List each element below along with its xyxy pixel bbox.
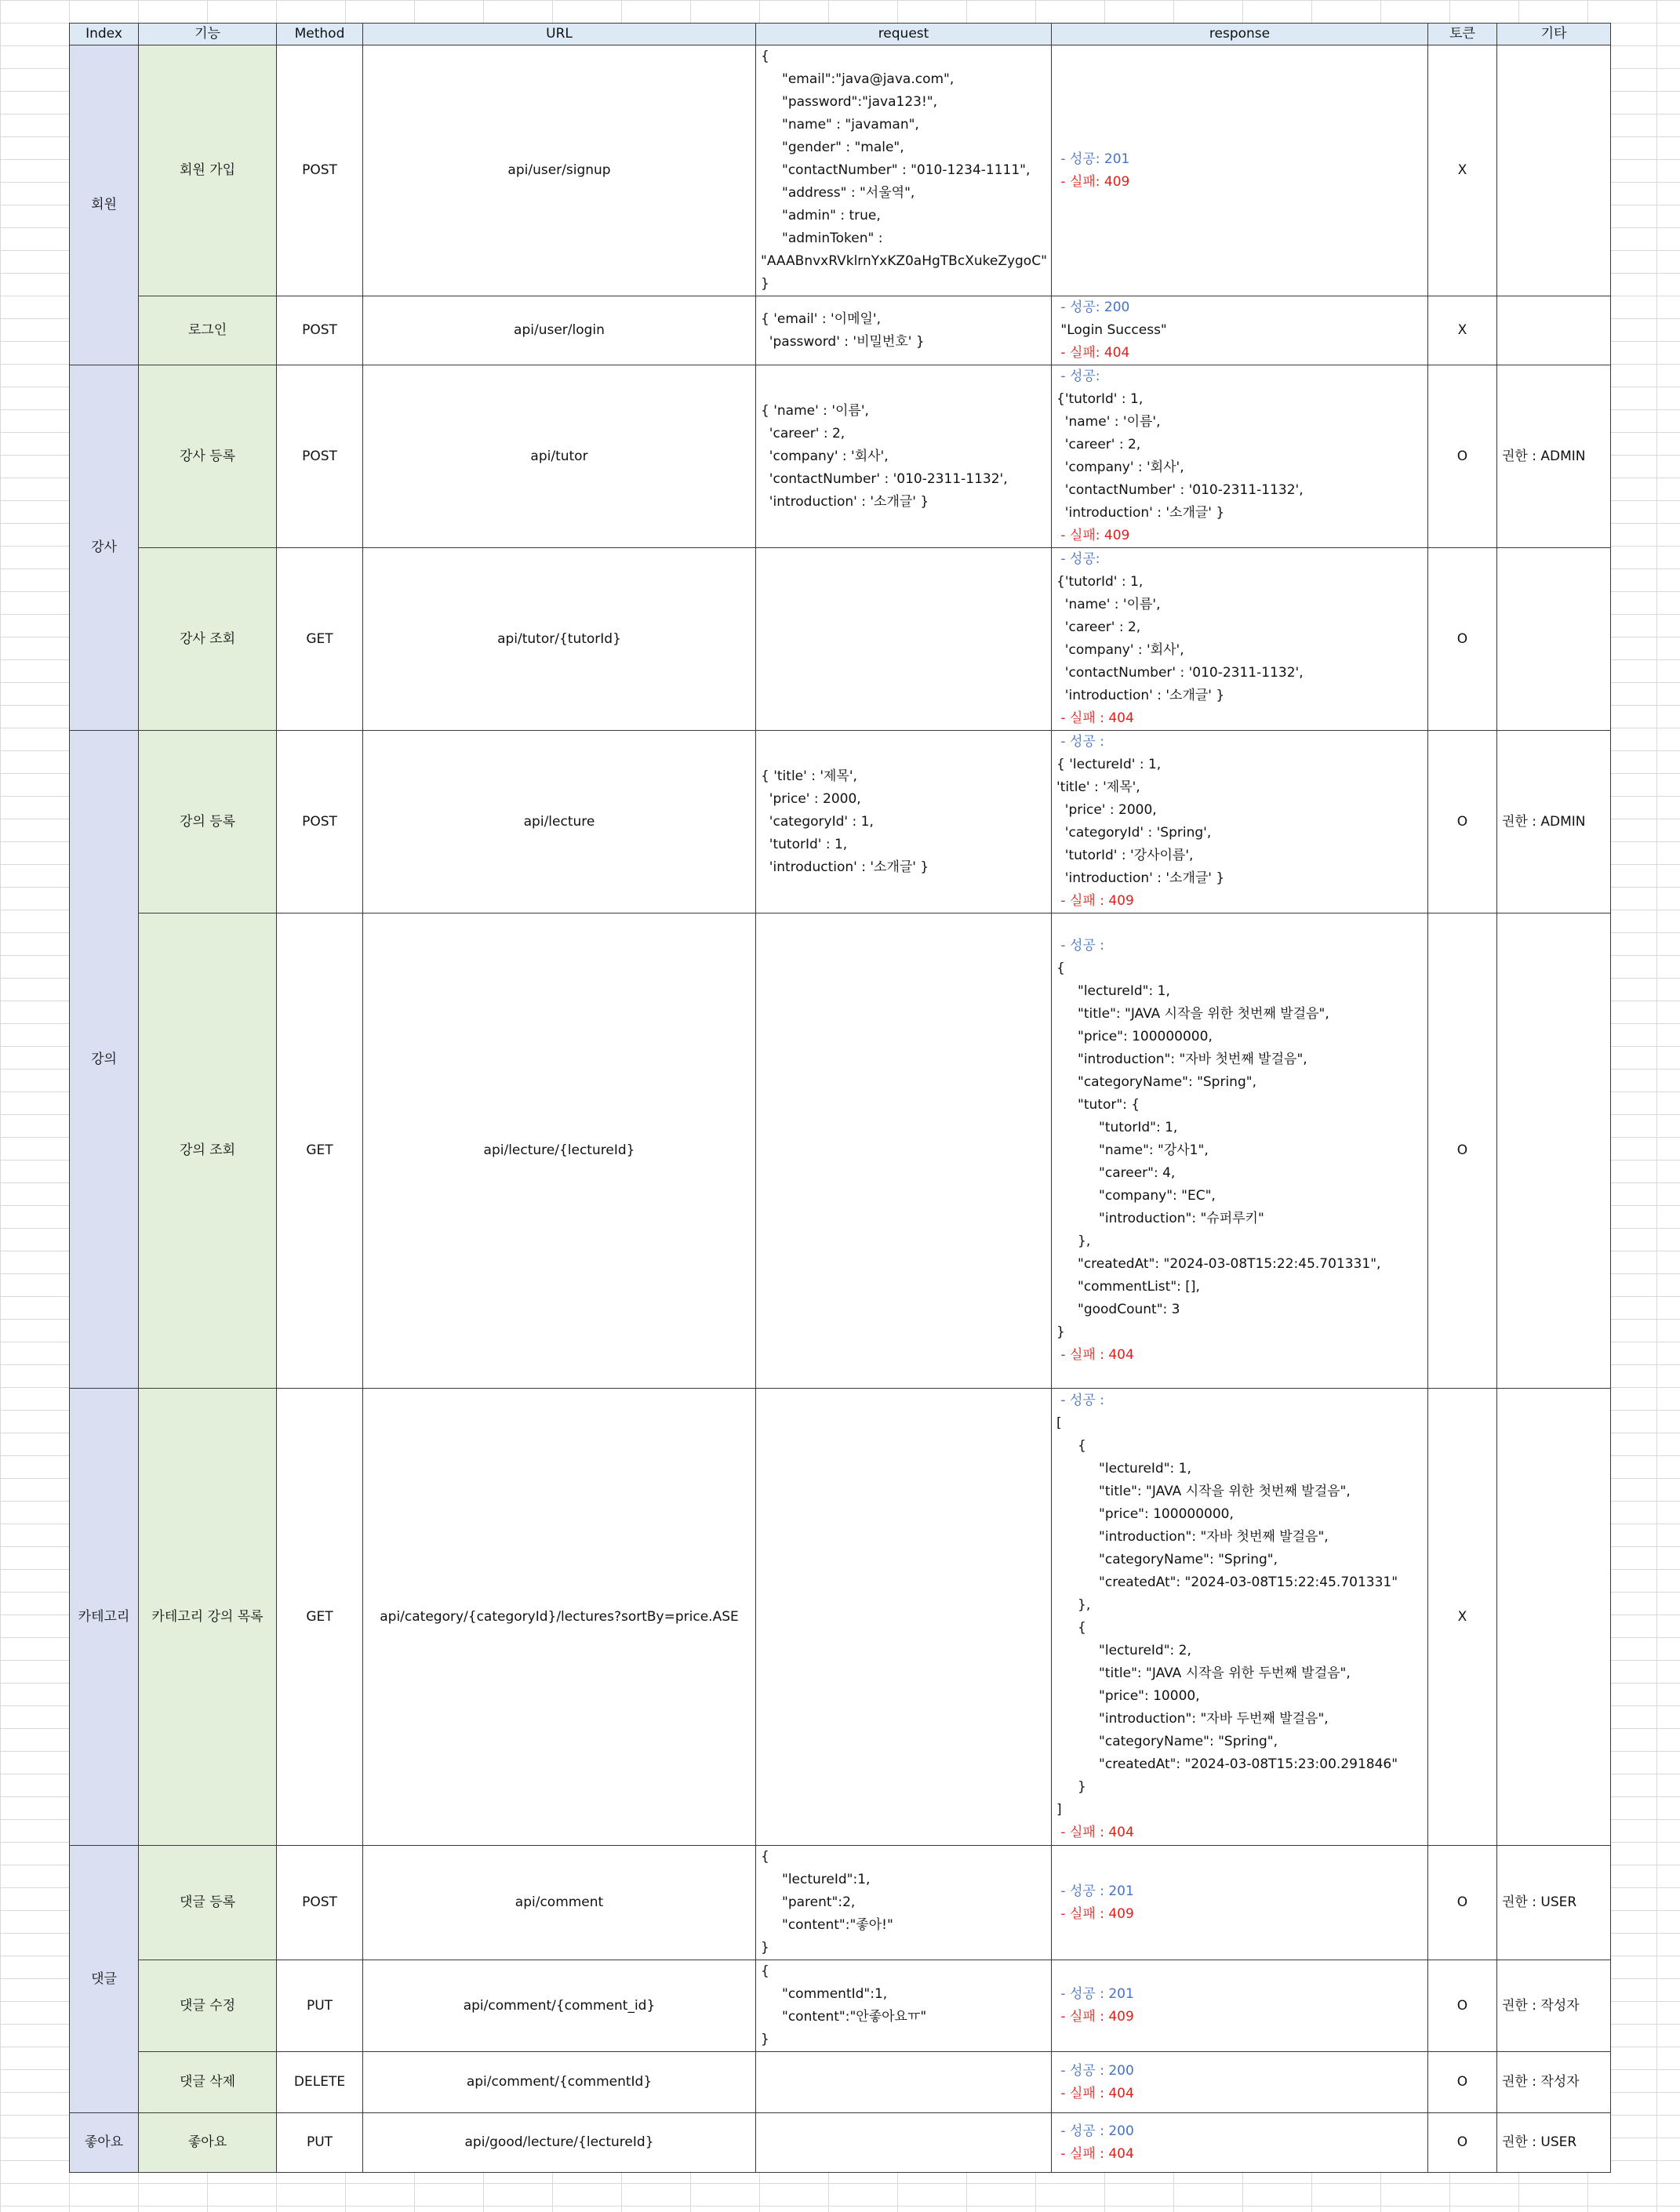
code-line: { 'email' : '이메일', (761, 311, 882, 327)
code-line: - 실패 : 404 (1056, 2145, 1134, 2162)
code-line: "lectureId": 1, (1056, 983, 1170, 999)
etc-cell (1497, 1389, 1611, 1846)
code-line: "name": "강사1", (1056, 1142, 1209, 1158)
url-cell: api/good/lecture/{lectureId} (363, 2113, 756, 2173)
code-line: "categoryName": "Spring", (1056, 1552, 1278, 1567)
code-line: 'password' : '비밀번호' } (761, 333, 925, 350)
code-line: { (1056, 961, 1065, 976)
response-cell (1052, 1960, 1428, 2052)
code-line: - 성공 : 201 (1056, 1986, 1134, 2002)
code-line: }, (1056, 1233, 1091, 1249)
table-row (70, 1389, 1611, 1846)
code-line: "lectureId":1, (761, 1872, 871, 1887)
code-line: "introduction": "자바 첫번째 발걸음", (1056, 1529, 1329, 1545)
response-cell (1052, 45, 1428, 296)
response-cell (1052, 548, 1428, 731)
response-cell (1052, 365, 1428, 548)
code-line: {'tutorId' : 1, (1056, 574, 1144, 590)
code-line: "createdAt": "2024-03-08T15:23:00.291846" (1056, 1756, 1398, 1772)
code-line: "commentId":1, (761, 1986, 888, 2002)
code-line: 'introduction' : '소개글' } (1056, 688, 1225, 703)
method-cell: POST (277, 45, 363, 296)
code-line: } (761, 276, 769, 292)
header-method: Method (277, 24, 363, 45)
request-cell (756, 913, 1052, 1389)
response-cell (1052, 1389, 1428, 1846)
code-line: - 실패 : 404 (1056, 2085, 1134, 2101)
api-spec-table (69, 23, 1611, 2173)
code-line: 'contactNumber' : '010-2311-1132', (1056, 665, 1304, 681)
feature-cell: 댓글 등록 (139, 1846, 277, 1960)
code-line: { 'name' : '이름', (761, 402, 869, 419)
group-cell-member: 회원 (70, 45, 139, 365)
url-cell: api/category/{categoryId}/lectures?sortBy=price.ASE (363, 1389, 756, 1846)
response-cell (1052, 296, 1428, 365)
code-line: [ (1056, 1415, 1062, 1431)
code-line: "introduction": "슈퍼루키" (1056, 1211, 1264, 1226)
table-row (70, 913, 1611, 1389)
code-line: - 성공 : 200 (1056, 2123, 1134, 2139)
code-line: { (761, 49, 769, 64)
response-cell (1052, 2052, 1428, 2113)
code-line: 'price' : 2000, (761, 790, 861, 807)
table-row (70, 731, 1611, 913)
feature-cell: 좋아요 (139, 2113, 277, 2173)
code-line: "commentList": [], (1056, 1279, 1200, 1295)
code-line: "email":"java@java.com", (761, 71, 955, 87)
code-line: "address" : "서울역", (761, 185, 915, 201)
method-cell: POST (277, 1846, 363, 1960)
group-cell-lecture: 강의 (70, 731, 139, 1389)
code-line: 'price' : 2000, (1056, 802, 1157, 818)
token-cell: X (1428, 45, 1497, 296)
token-cell: O (1428, 2052, 1497, 2113)
etc-cell (1497, 548, 1611, 731)
code-line: {'tutorId' : 1, (1056, 391, 1144, 407)
code-line: "tutor": { (1056, 1097, 1140, 1113)
group-cell-category: 카테고리 (70, 1389, 139, 1846)
feature-cell: 회원 가입 (139, 45, 277, 296)
url-cell: api/comment/{comment_id} (363, 1960, 756, 2052)
code-line: 'categoryId' : 'Spring', (1056, 825, 1212, 841)
request-cell (756, 1846, 1052, 1960)
code-line: { (761, 1849, 769, 1865)
code-line: "createdAt": "2024-03-08T15:22:45.701331" (1056, 1575, 1398, 1590)
method-cell: POST (277, 296, 363, 365)
code-line: "price": 100000000, (1056, 1506, 1234, 1522)
code-line: - 실패: 409 (1056, 173, 1130, 190)
code-line: - 성공: 201 (1056, 151, 1130, 167)
code-line: "AAABnvxRVklrnYxKZ0aHgTBcXukeZygoC" (761, 253, 1047, 269)
code-line: - 성공: (1056, 551, 1100, 567)
code-line: 'categoryId' : 1, (761, 813, 874, 830)
code-line: ] (1056, 1802, 1062, 1818)
code-line: 'name' : '이름', (1056, 414, 1161, 430)
request-cell (756, 365, 1052, 548)
code-line: "company": "EC", (1056, 1188, 1216, 1204)
table-row (70, 1846, 1611, 1960)
response-cell (1052, 913, 1428, 1389)
etc-cell (1497, 45, 1611, 296)
token-cell: O (1428, 731, 1497, 913)
request-cell (756, 45, 1052, 296)
header-etc: 기타 (1497, 24, 1611, 45)
url-cell: api/tutor (363, 365, 756, 548)
code-line: 'introduction' : '소개글' } (1056, 505, 1225, 521)
feature-cell: 강사 등록 (139, 365, 277, 548)
group-cell-comment: 댓글 (70, 1846, 139, 2113)
feature-cell: 댓글 수정 (139, 1960, 277, 2052)
method-cell: PUT (277, 2113, 363, 2173)
code-line: 'tutorId' : 1, (761, 836, 848, 852)
header-index: Index (70, 24, 139, 45)
code-line: - 실패 : 409 (1056, 1905, 1134, 1922)
code-line: - 실패 : 404 (1056, 1825, 1134, 1840)
code-line: "lectureId": 1, (1056, 1461, 1191, 1476)
code-line: { 'title' : '제목', (761, 768, 857, 784)
response-cell (1052, 731, 1428, 913)
method-cell: POST (277, 365, 363, 548)
request-cell (756, 2113, 1052, 2173)
code-line: 'company' : '회사', (1056, 642, 1184, 658)
group-cell-tutor: 강사 (70, 365, 139, 731)
etc-cell: 권한 : ADMIN (1497, 731, 1611, 913)
url-cell: api/user/signup (363, 45, 756, 296)
request-cell (756, 1960, 1052, 2052)
request-cell (756, 1389, 1052, 1846)
code-line: - 실패 : 409 (1056, 893, 1134, 909)
code-line: - 성공: (1056, 369, 1100, 384)
code-line: 'career' : 2, (1056, 619, 1141, 635)
code-line: { (761, 1963, 769, 1979)
code-line: "price": 100000000, (1056, 1029, 1213, 1044)
code-line: "content":"안좋아요ㅠ" (761, 2009, 927, 2025)
request-cell (756, 548, 1052, 731)
url-cell: api/comment/{commentId} (363, 2052, 756, 2113)
code-line: - 성공 : (1056, 734, 1104, 750)
token-cell: X (1428, 1389, 1497, 1846)
response-cell (1052, 1846, 1428, 1960)
code-line: } (761, 1940, 769, 1956)
code-line: "admin" : true, (761, 208, 881, 223)
code-line: 'contactNumber' : '010-2311-1132', (761, 470, 1008, 487)
etc-cell: 권한 : 작성자 (1497, 2052, 1611, 2113)
etc-cell: 권한 : USER (1497, 1846, 1611, 1960)
header-row (70, 24, 1611, 45)
header-feature: 기능 (139, 24, 277, 45)
code-line: "title": "JAVA 시작을 위한 두번째 발걸음", (1056, 1665, 1351, 1681)
code-line: { (1056, 1438, 1086, 1454)
token-cell: O (1428, 1960, 1497, 2052)
code-line: 'introduction' : '소개글' } (1056, 870, 1225, 886)
code-line: - 실패: 409 (1056, 528, 1130, 543)
code-line: - 실패 : 404 (1056, 710, 1134, 726)
table-row (70, 45, 1611, 296)
header-url: URL (363, 24, 756, 45)
feature-cell: 강의 등록 (139, 731, 277, 913)
feature-cell: 강사 조회 (139, 548, 277, 731)
feature-cell: 로그인 (139, 296, 277, 365)
etc-cell: 권한 : USER (1497, 2113, 1611, 2173)
code-line: "categoryName": "Spring", (1056, 1734, 1278, 1749)
code-line: "introduction": "자바 두번째 발걸음", (1056, 1711, 1329, 1727)
method-cell: PUT (277, 1960, 363, 2052)
code-line: 'name' : '이름', (1056, 597, 1161, 612)
code-line: - 실패: 404 (1056, 345, 1130, 361)
code-line: 'company' : '회사', (761, 448, 889, 464)
code-line: 'tutorId' : '강사이름', (1056, 848, 1194, 863)
header-response: response (1052, 24, 1428, 45)
url-cell: api/tutor/{tutorId} (363, 548, 756, 731)
etc-cell (1497, 296, 1611, 365)
code-line: "Login Success" (1056, 322, 1167, 338)
feature-cell: 카테고리 강의 목록 (139, 1389, 277, 1846)
token-cell: O (1428, 1846, 1497, 1960)
request-cell (756, 296, 1052, 365)
code-line: "contactNumber" : "010-1234-1111", (761, 162, 1031, 178)
code-line: "content":"좋아!" (761, 1917, 893, 1933)
code-line: "price": 10000, (1056, 1688, 1200, 1704)
header-request: request (756, 24, 1052, 45)
table-row (70, 365, 1611, 548)
code-line: - 성공: 200 (1056, 300, 1130, 315)
token-cell: O (1428, 913, 1497, 1389)
code-line: "goodCount": 3 (1056, 1302, 1180, 1317)
url-cell: api/lecture/{lectureId} (363, 913, 756, 1389)
code-line: "adminToken" : (761, 231, 883, 246)
code-line: 'contactNumber' : '010-2311-1132', (1056, 482, 1304, 498)
code-line: 'career' : 2, (1056, 437, 1141, 452)
table-row (70, 548, 1611, 731)
url-cell: api/user/login (363, 296, 756, 365)
method-cell: GET (277, 1389, 363, 1846)
method-cell: GET (277, 548, 363, 731)
code-line: - 성공 : (1056, 938, 1104, 953)
token-cell: O (1428, 2113, 1497, 2173)
token-cell: O (1428, 548, 1497, 731)
code-line: 'company' : '회사', (1056, 459, 1184, 475)
code-line: "introduction": "자바 첫번째 발걸음", (1056, 1052, 1307, 1067)
code-line: - 실패 : 409 (1056, 2009, 1134, 2025)
code-line: "parent":2, (761, 1894, 856, 1910)
response-cell (1052, 2113, 1428, 2173)
method-cell: POST (277, 731, 363, 913)
header-token: 토큰 (1428, 24, 1497, 45)
code-line: "career": 4, (1056, 1165, 1176, 1181)
method-cell: GET (277, 913, 363, 1389)
url-cell: api/lecture (363, 731, 756, 913)
code-line: "createdAt": "2024-03-08T15:22:45.701331", (1056, 1256, 1381, 1272)
url-cell: api/comment (363, 1846, 756, 1960)
code-line: "title": "JAVA 시작을 위한 첫번째 발걸음", (1056, 1006, 1329, 1022)
table-row (70, 296, 1611, 365)
code-line: "lectureId": 2, (1056, 1643, 1191, 1658)
code-line: { (1056, 1620, 1086, 1636)
code-line: - 실패 : 404 (1056, 1347, 1134, 1363)
etc-cell: 권한 : ADMIN (1497, 365, 1611, 548)
code-line: 'introduction' : '소개글' } (761, 493, 929, 510)
request-cell (756, 2052, 1052, 2113)
table-row (70, 2113, 1611, 2173)
code-line: - 성공 : 201 (1056, 1883, 1134, 1899)
code-line: }, (1056, 1597, 1091, 1613)
code-line: "title": "JAVA 시작을 위한 첫번째 발걸음", (1056, 1484, 1351, 1499)
code-line: 'introduction' : '소개글' } (761, 859, 929, 875)
code-line: - 성공 : (1056, 1393, 1104, 1408)
token-cell: X (1428, 296, 1497, 365)
code-line: "categoryName": "Spring", (1056, 1074, 1256, 1090)
code-line: } (1056, 1779, 1086, 1795)
feature-cell: 강의 조회 (139, 913, 277, 1389)
etc-cell: 권한 : 작성자 (1497, 1960, 1611, 2052)
table-row (70, 2052, 1611, 2113)
code-line: "tutorId": 1, (1056, 1120, 1178, 1135)
code-line: } (761, 2032, 769, 2047)
token-cell: O (1428, 365, 1497, 548)
request-cell (756, 731, 1052, 913)
code-line: { 'lectureId' : 1, (1056, 757, 1162, 772)
code-line: 'career' : 2, (761, 425, 845, 441)
group-cell-like: 좋아요 (70, 2113, 139, 2173)
table-row (70, 1960, 1611, 2052)
code-line: "name" : "javaman", (761, 117, 919, 133)
code-line: "password":"java123!", (761, 94, 938, 110)
etc-cell (1497, 913, 1611, 1389)
method-cell: DELETE (277, 2052, 363, 2113)
code-line: } (1056, 1324, 1065, 1340)
feature-cell: 댓글 삭제 (139, 2052, 277, 2113)
code-line: "gender" : "male", (761, 140, 904, 155)
code-line: 'title' : '제목', (1056, 779, 1140, 795)
code-line: - 성공 : 200 (1056, 2062, 1134, 2079)
